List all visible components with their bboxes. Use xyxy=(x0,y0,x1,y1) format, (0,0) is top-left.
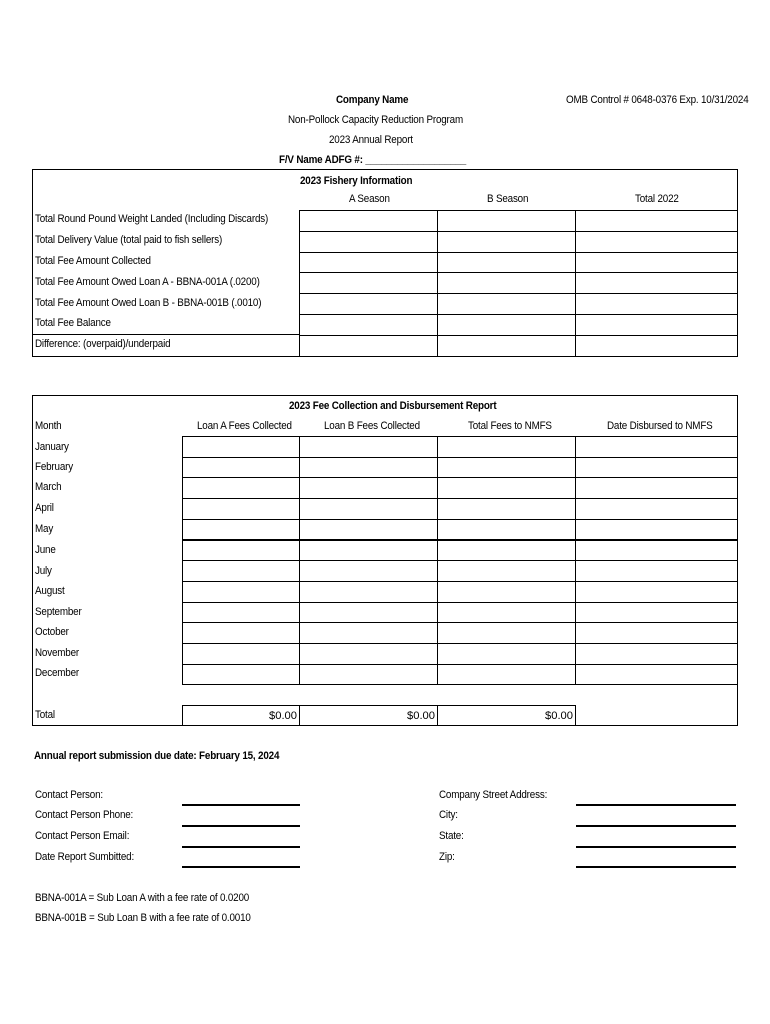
loan-a-fees-cell[interactable] xyxy=(182,519,300,541)
month-label: September xyxy=(35,606,82,618)
a-season-cell[interactable] xyxy=(299,335,438,357)
col-total-2022: Total 2022 xyxy=(635,193,679,205)
loan-b-fees-cell[interactable] xyxy=(299,477,438,499)
contact-person-label: Contact Person: xyxy=(35,789,103,801)
date-disbursed-cell[interactable] xyxy=(575,560,738,582)
loan-b-fees-cell[interactable] xyxy=(299,622,438,644)
month-label: July xyxy=(35,565,52,577)
total-2022-cell[interactable] xyxy=(575,272,738,294)
loan-b-total: $0.00 xyxy=(407,710,435,722)
loan-a-total: $0.00 xyxy=(269,710,297,722)
month-label: April xyxy=(35,502,54,514)
total-fees-nmfs-cell[interactable] xyxy=(437,477,576,499)
month-label: June xyxy=(35,544,56,556)
date-disbursed-cell[interactable] xyxy=(575,436,738,458)
fishery-row-label: Total Fee Balance xyxy=(35,317,111,329)
state-label: State: xyxy=(439,830,464,842)
date-disbursed-cell[interactable] xyxy=(575,457,738,479)
vessel-name-field: F/V Name ADFG #: ___________________ xyxy=(279,154,467,166)
date-disbursed-cell[interactable] xyxy=(575,602,738,624)
zip-label: Zip: xyxy=(439,851,455,863)
fishery-row-label: Total Fee Amount Owed Loan B - BBNA-001B (.0010) xyxy=(35,297,262,309)
date-disbursed-cell[interactable] xyxy=(575,643,738,665)
total-label: Total xyxy=(35,709,55,721)
date-disbursed-cell[interactable] xyxy=(575,477,738,499)
loan-a-fees-cell[interactable] xyxy=(182,436,300,458)
month-label: December xyxy=(35,667,80,679)
date-disbursed-cell[interactable] xyxy=(575,498,738,520)
col-month: Month xyxy=(35,420,62,432)
due-date-note: Annual report submission due date: February 15, 2024 xyxy=(34,750,280,762)
total-2022-cell[interactable] xyxy=(575,210,738,232)
fishery-info-title: 2023 Fishery Information xyxy=(300,175,413,187)
b-season-cell[interactable] xyxy=(437,210,576,232)
date-disbursed-cell[interactable] xyxy=(575,519,738,541)
loan-b-total-cell xyxy=(299,705,438,726)
month-label: August xyxy=(35,585,65,597)
state-field[interactable] xyxy=(576,846,736,848)
contact-email-field[interactable] xyxy=(182,846,300,848)
loan-a-fees-cell[interactable] xyxy=(182,602,300,624)
a-season-cell[interactable] xyxy=(299,231,438,253)
loan-b-fees-cell[interactable] xyxy=(299,436,438,458)
total-2022-cell[interactable] xyxy=(575,335,738,357)
b-season-cell[interactable] xyxy=(437,293,576,315)
col-date-disbursed: Date Disbursed to NMFS xyxy=(607,420,713,432)
fishery-row-label: Total Fee Amount Collected xyxy=(35,255,151,267)
contact-email-label: Contact Person Email: xyxy=(35,830,130,842)
a-season-cell[interactable] xyxy=(299,314,438,336)
total-2022-cell[interactable] xyxy=(575,293,738,315)
row-divider xyxy=(32,334,300,335)
loan-b-fees-cell[interactable] xyxy=(299,643,438,665)
total-fees-nmfs-cell[interactable] xyxy=(437,643,576,665)
col-loan-a-fees: Loan A Fees Collected xyxy=(197,420,292,432)
month-label: October xyxy=(35,626,69,638)
total-fees-nmfs-cell[interactable] xyxy=(437,498,576,520)
street-address-field[interactable] xyxy=(576,804,736,806)
zip-field[interactable] xyxy=(576,866,736,868)
city-label: City: xyxy=(439,809,458,821)
col-a-season: A Season xyxy=(349,193,390,205)
fee-collection-title: 2023 Fee Collection and Disbursement Report xyxy=(289,400,497,412)
loan-a-fees-cell[interactable] xyxy=(182,498,300,520)
loan-b-fees-cell[interactable] xyxy=(299,519,438,541)
date-disbursed-cell[interactable] xyxy=(575,581,738,603)
loan-a-fees-cell[interactable] xyxy=(182,560,300,582)
company-name: Company Name xyxy=(336,94,409,106)
date-disbursed-cell[interactable] xyxy=(575,540,738,562)
b-season-cell[interactable] xyxy=(437,314,576,336)
total-fees-nmfs-cell[interactable] xyxy=(437,540,576,562)
col-total-fees-nmfs: Total Fees to NMFS xyxy=(468,420,552,432)
total-2022-cell[interactable] xyxy=(575,314,738,336)
loan-b-fees-cell[interactable] xyxy=(299,498,438,520)
loan-a-footnote: BBNA-001A = Sub Loan A with a fee rate of 0.0200 xyxy=(35,892,250,904)
date-submitted-field[interactable] xyxy=(182,866,300,868)
b-season-cell[interactable] xyxy=(437,252,576,274)
b-season-cell[interactable] xyxy=(437,272,576,294)
a-season-cell[interactable] xyxy=(299,272,438,294)
loan-a-total-cell xyxy=(182,705,300,726)
total-fees-nmfs-cell[interactable] xyxy=(437,664,576,686)
loan-b-fees-cell[interactable] xyxy=(299,457,438,479)
contact-person-field[interactable] xyxy=(182,804,300,806)
month-label: February xyxy=(35,461,73,473)
total-2022-cell[interactable] xyxy=(575,231,738,253)
loan-a-fees-cell[interactable] xyxy=(182,477,300,499)
month-label: March xyxy=(35,481,62,493)
total-fees-nmfs-cell[interactable] xyxy=(437,622,576,644)
total-2022-cell[interactable] xyxy=(575,252,738,274)
total-fees-nmfs-cell[interactable] xyxy=(437,560,576,582)
fishery-row-label: Total Round Pound Weight Landed (Including Discards) xyxy=(35,213,269,225)
loan-b-footnote: BBNA-001B = Sub Loan B with a fee rate of 0.0010 xyxy=(35,912,251,924)
contact-phone-field[interactable] xyxy=(182,825,300,827)
b-season-cell[interactable] xyxy=(437,335,576,357)
city-field[interactable] xyxy=(576,825,736,827)
col-b-season: B Season xyxy=(487,193,529,205)
total-fees-nmfs-cell[interactable] xyxy=(437,457,576,479)
contact-phone-label: Contact Person Phone: xyxy=(35,809,134,821)
street-address-label: Company Street Address: xyxy=(439,789,548,801)
a-season-cell[interactable] xyxy=(299,293,438,315)
total-fees-nmfs-cell[interactable] xyxy=(437,436,576,458)
total-fees-nmfs-cell[interactable] xyxy=(437,581,576,603)
a-season-cell[interactable] xyxy=(299,210,438,232)
loan-a-fees-cell[interactable] xyxy=(182,664,300,686)
loan-b-fees-cell[interactable] xyxy=(299,540,438,562)
report-title: 2023 Annual Report xyxy=(329,134,413,146)
date-submitted-label: Date Report Sumbitted: xyxy=(35,851,135,863)
fishery-row-label: Total Delivery Value (total paid to fish sellers) xyxy=(35,234,223,246)
month-label: January xyxy=(35,441,69,453)
fishery-row-label: Difference: (overpaid)/underpaid xyxy=(35,338,171,350)
loan-b-fees-cell[interactable] xyxy=(299,602,438,624)
month-label: May xyxy=(35,523,54,535)
date-disbursed-cell[interactable] xyxy=(575,664,738,686)
program-name: Non-Pollock Capacity Reduction Program xyxy=(288,114,463,126)
loan-b-fees-cell[interactable] xyxy=(299,581,438,603)
fishery-row-label: Total Fee Amount Owed Loan A - BBNA-001A (.0200) xyxy=(35,276,260,288)
omb-control-number: OMB Control # 0648-0376 Exp. 10/31/2024 xyxy=(566,94,749,106)
loan-a-fees-cell[interactable] xyxy=(182,457,300,479)
nmfs-total: $0.00 xyxy=(545,710,573,722)
loan-b-fees-cell[interactable] xyxy=(299,560,438,582)
col-loan-b-fees: Loan B Fees Collected xyxy=(324,420,420,432)
a-season-cell[interactable] xyxy=(299,252,438,274)
loan-a-fees-cell[interactable] xyxy=(182,622,300,644)
loan-a-fees-cell[interactable] xyxy=(182,581,300,603)
total-fees-nmfs-cell[interactable] xyxy=(437,519,576,541)
loan-a-fees-cell[interactable] xyxy=(182,643,300,665)
total-fees-nmfs-cell[interactable] xyxy=(437,602,576,624)
loan-b-fees-cell[interactable] xyxy=(299,664,438,686)
date-disbursed-cell[interactable] xyxy=(575,622,738,644)
b-season-cell[interactable] xyxy=(437,231,576,253)
nmfs-total-cell xyxy=(437,705,576,726)
month-label: November xyxy=(35,647,80,659)
loan-a-fees-cell[interactable] xyxy=(182,540,300,562)
